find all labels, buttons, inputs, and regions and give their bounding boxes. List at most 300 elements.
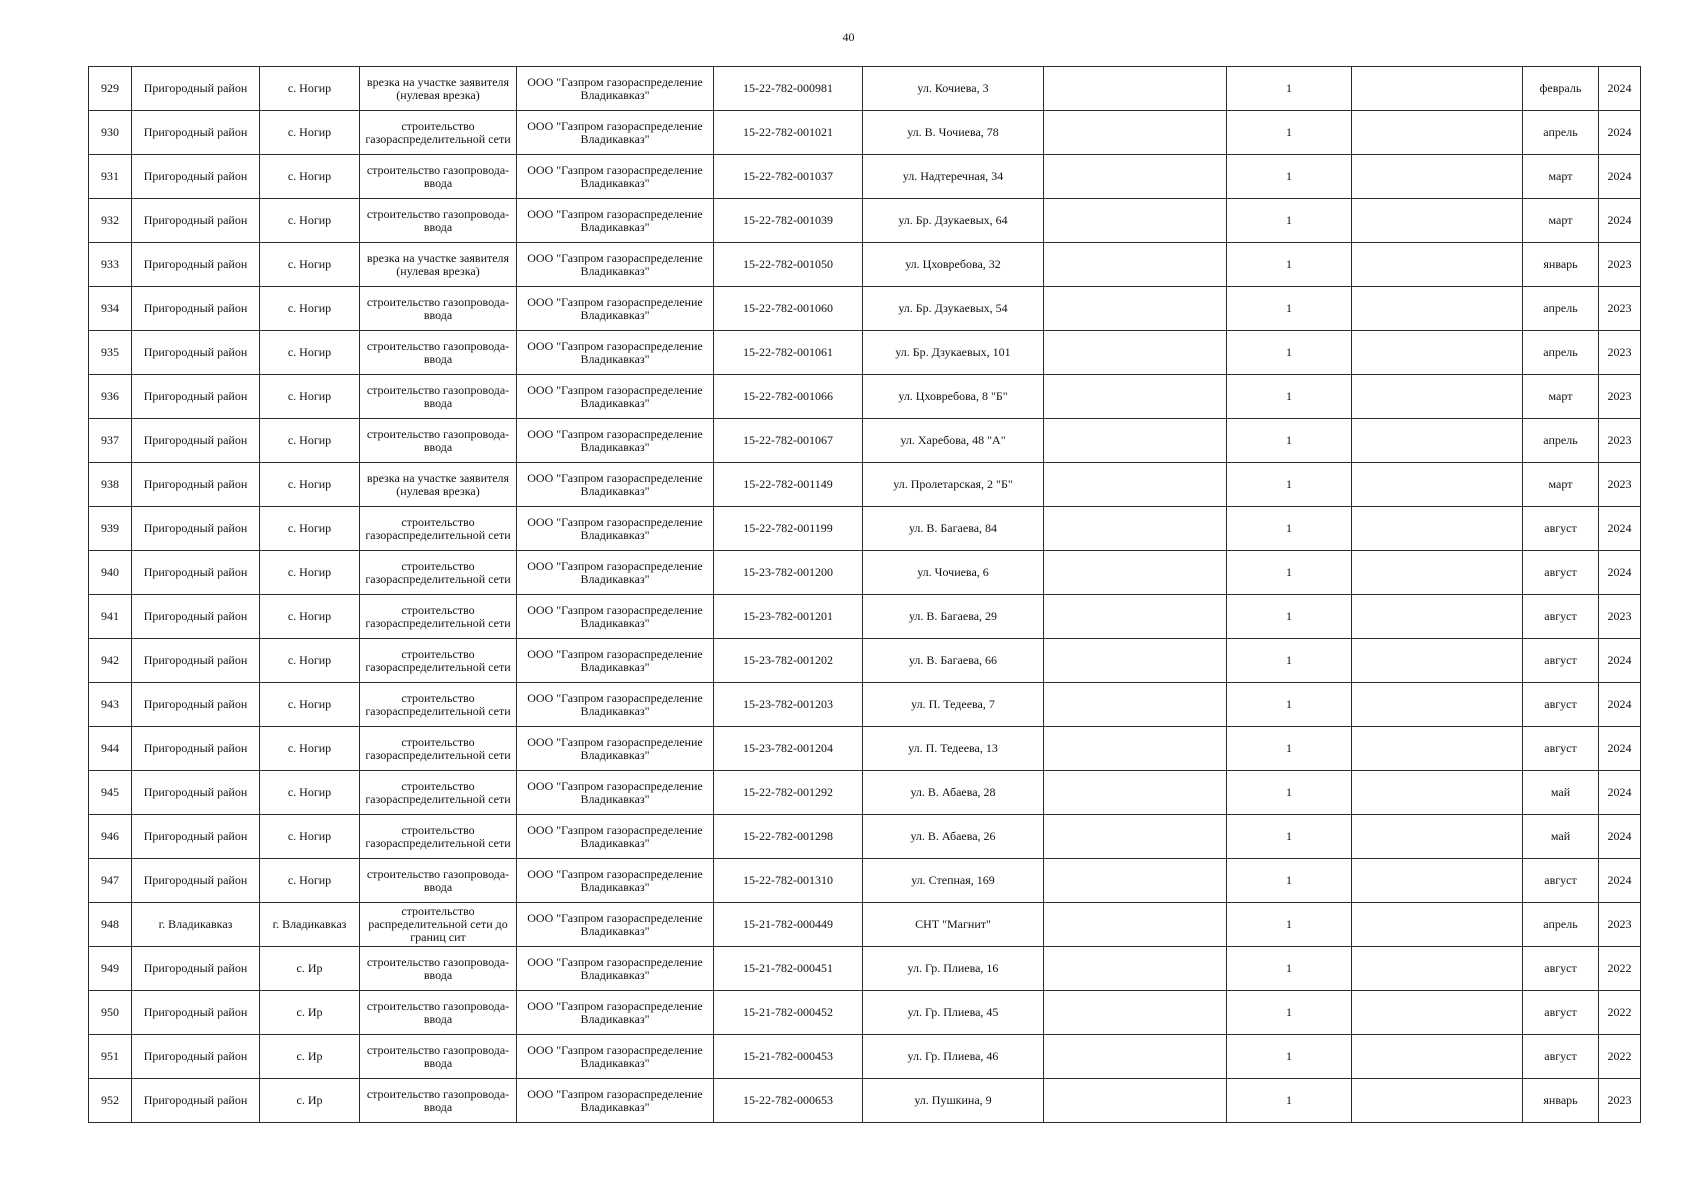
settlement-cell: с. Ир xyxy=(260,1035,360,1079)
month-cell: апрель xyxy=(1523,419,1599,463)
empty-cell-a xyxy=(1044,199,1227,243)
application-number-cell: 15-23-782-001204 xyxy=(714,727,863,771)
district-cell: Пригородный район xyxy=(132,375,260,419)
year-cell: 2024 xyxy=(1599,67,1641,111)
empty-cell-b xyxy=(1352,67,1523,111)
table-row xyxy=(89,991,1641,1035)
quantity-cell: 1 xyxy=(1227,67,1352,111)
quantity-cell: 1 xyxy=(1227,551,1352,595)
empty-cell-a xyxy=(1044,991,1227,1035)
empty-cell-b xyxy=(1352,507,1523,551)
application-number-cell: 15-22-782-001067 xyxy=(714,419,863,463)
settlement-cell: с. Ногир xyxy=(260,199,360,243)
organization-cell: ООО "Газпром газораспределение Владикавказ" xyxy=(517,815,714,859)
work-type-cell: врезка на участке заявителя (нулевая врезка) xyxy=(360,243,517,287)
address-cell: ул. Бр. Дзукаевых, 101 xyxy=(863,331,1044,375)
month-cell: апрель xyxy=(1523,287,1599,331)
table-row xyxy=(89,463,1641,507)
address-cell: ул. Надтеречная, 34 xyxy=(863,155,1044,199)
empty-cell-b xyxy=(1352,991,1523,1035)
organization-cell: ООО "Газпром газораспределение Владикавказ" xyxy=(517,155,714,199)
address-cell: ул. Бр. Дзукаевых, 54 xyxy=(863,287,1044,331)
month-cell: март xyxy=(1523,375,1599,419)
district-cell: Пригородный район xyxy=(132,463,260,507)
address-cell: ул. Кочиева, 3 xyxy=(863,67,1044,111)
work-type-cell: строительство газопровода-ввода xyxy=(360,419,517,463)
work-type-cell: строительство газопровода-ввода xyxy=(360,991,517,1035)
application-number-cell: 15-22-782-001050 xyxy=(714,243,863,287)
settlement-cell: с. Ногир xyxy=(260,243,360,287)
district-cell: Пригородный район xyxy=(132,1079,260,1123)
settlement-cell: с. Ногир xyxy=(260,331,360,375)
empty-cell-b xyxy=(1352,375,1523,419)
table-row xyxy=(89,771,1641,815)
quantity-cell: 1 xyxy=(1227,1035,1352,1079)
application-number-cell: 15-22-782-000653 xyxy=(714,1079,863,1123)
row-number-cell: 939 xyxy=(89,507,132,551)
address-cell: СНТ "Магнит" xyxy=(863,903,1044,947)
empty-cell-b xyxy=(1352,1079,1523,1123)
year-cell: 2024 xyxy=(1599,199,1641,243)
empty-cell-b xyxy=(1352,551,1523,595)
work-type-cell: строительство газораспределительной сети xyxy=(360,815,517,859)
year-cell: 2024 xyxy=(1599,683,1641,727)
empty-cell-b xyxy=(1352,243,1523,287)
application-number-cell: 15-22-782-001039 xyxy=(714,199,863,243)
district-cell: Пригородный район xyxy=(132,815,260,859)
district-cell: Пригородный район xyxy=(132,727,260,771)
quantity-cell: 1 xyxy=(1227,903,1352,947)
month-cell: август xyxy=(1523,991,1599,1035)
work-type-cell: строительство газораспределительной сети xyxy=(360,727,517,771)
row-number-cell: 933 xyxy=(89,243,132,287)
row-number-cell: 947 xyxy=(89,859,132,903)
address-cell: ул. В. Абаева, 28 xyxy=(863,771,1044,815)
empty-cell-b xyxy=(1352,727,1523,771)
district-cell: Пригородный район xyxy=(132,859,260,903)
year-cell: 2024 xyxy=(1599,639,1641,683)
application-number-cell: 15-23-782-001201 xyxy=(714,595,863,639)
registry-body xyxy=(89,67,1641,1123)
district-cell: Пригородный район xyxy=(132,551,260,595)
row-number-cell: 930 xyxy=(89,111,132,155)
settlement-cell: с. Ногир xyxy=(260,815,360,859)
application-number-cell: 15-21-782-000452 xyxy=(714,991,863,1035)
month-cell: май xyxy=(1523,771,1599,815)
district-cell: Пригородный район xyxy=(132,639,260,683)
row-number-cell: 936 xyxy=(89,375,132,419)
empty-cell-b xyxy=(1352,815,1523,859)
application-number-cell: 15-22-782-001298 xyxy=(714,815,863,859)
settlement-cell: с. Ир xyxy=(260,947,360,991)
table-row xyxy=(89,111,1641,155)
work-type-cell: строительство газораспределительной сети xyxy=(360,595,517,639)
empty-cell-a xyxy=(1044,419,1227,463)
address-cell: ул. П. Тедеева, 7 xyxy=(863,683,1044,727)
work-type-cell: строительство газопровода-ввода xyxy=(360,1035,517,1079)
table-row xyxy=(89,287,1641,331)
empty-cell-a xyxy=(1044,507,1227,551)
quantity-cell: 1 xyxy=(1227,1079,1352,1123)
address-cell: ул. Цховребова, 32 xyxy=(863,243,1044,287)
settlement-cell: г. Владикавказ xyxy=(260,903,360,947)
settlement-cell: с. Ногир xyxy=(260,683,360,727)
table-row xyxy=(89,595,1641,639)
address-cell: ул. Чочиева, 6 xyxy=(863,551,1044,595)
row-number-cell: 935 xyxy=(89,331,132,375)
empty-cell-b xyxy=(1352,199,1523,243)
work-type-cell: строительство газораспределительной сети xyxy=(360,111,517,155)
empty-cell-b xyxy=(1352,903,1523,947)
row-number-cell: 945 xyxy=(89,771,132,815)
address-cell: ул. П. Тедеева, 13 xyxy=(863,727,1044,771)
month-cell: апрель xyxy=(1523,331,1599,375)
empty-cell-b xyxy=(1352,287,1523,331)
work-type-cell: строительство газораспределительной сети xyxy=(360,507,517,551)
empty-cell-a xyxy=(1044,639,1227,683)
table-row xyxy=(89,639,1641,683)
settlement-cell: с. Ногир xyxy=(260,771,360,815)
table-row xyxy=(89,199,1641,243)
address-cell: ул. Пролетарская, 2 "Б" xyxy=(863,463,1044,507)
district-cell: Пригородный район xyxy=(132,947,260,991)
work-type-cell: строительство газопровода-ввода xyxy=(360,155,517,199)
empty-cell-a xyxy=(1044,683,1227,727)
organization-cell: ООО "Газпром газораспределение Владикавказ" xyxy=(517,595,714,639)
empty-cell-a xyxy=(1044,463,1227,507)
settlement-cell: с. Ногир xyxy=(260,111,360,155)
quantity-cell: 1 xyxy=(1227,947,1352,991)
table-row xyxy=(89,331,1641,375)
organization-cell: ООО "Газпром газораспределение Владикавказ" xyxy=(517,551,714,595)
month-cell: август xyxy=(1523,1035,1599,1079)
empty-cell-a xyxy=(1044,1035,1227,1079)
empty-cell-b xyxy=(1352,683,1523,727)
empty-cell-b xyxy=(1352,331,1523,375)
row-number-cell: 949 xyxy=(89,947,132,991)
address-cell: ул. Гр. Плиева, 46 xyxy=(863,1035,1044,1079)
empty-cell-a xyxy=(1044,67,1227,111)
quantity-cell: 1 xyxy=(1227,375,1352,419)
application-number-cell: 15-22-782-001149 xyxy=(714,463,863,507)
row-number-cell: 941 xyxy=(89,595,132,639)
address-cell: ул. Пушкина, 9 xyxy=(863,1079,1044,1123)
row-number-cell: 944 xyxy=(89,727,132,771)
address-cell: ул. Цховребова, 8 "Б" xyxy=(863,375,1044,419)
year-cell: 2022 xyxy=(1599,947,1641,991)
settlement-cell: с. Ногир xyxy=(260,727,360,771)
address-cell: ул. В. Чочиева, 78 xyxy=(863,111,1044,155)
empty-cell-a xyxy=(1044,771,1227,815)
empty-cell-b xyxy=(1352,947,1523,991)
district-cell: Пригородный район xyxy=(132,67,260,111)
work-type-cell: строительство газопровода-ввода xyxy=(360,859,517,903)
table-row xyxy=(89,155,1641,199)
organization-cell: ООО "Газпром газораспределение Владикавказ" xyxy=(517,507,714,551)
year-cell: 2023 xyxy=(1599,903,1641,947)
empty-cell-b xyxy=(1352,419,1523,463)
settlement-cell: с. Ногир xyxy=(260,463,360,507)
district-cell: Пригородный район xyxy=(132,683,260,727)
row-number-cell: 946 xyxy=(89,815,132,859)
empty-cell-a xyxy=(1044,331,1227,375)
quantity-cell: 1 xyxy=(1227,463,1352,507)
empty-cell-b xyxy=(1352,463,1523,507)
work-type-cell: строительство распределительной сети до границ сит xyxy=(360,903,517,947)
year-cell: 2024 xyxy=(1599,859,1641,903)
application-number-cell: 15-22-782-001310 xyxy=(714,859,863,903)
empty-cell-b xyxy=(1352,859,1523,903)
empty-cell-b xyxy=(1352,595,1523,639)
year-cell: 2022 xyxy=(1599,1035,1641,1079)
row-number-cell: 951 xyxy=(89,1035,132,1079)
application-number-cell: 15-22-782-001021 xyxy=(714,111,863,155)
work-type-cell: строительство газопровода-ввода xyxy=(360,1079,517,1123)
address-cell: ул. Харебова, 48 "А" xyxy=(863,419,1044,463)
month-cell: апрель xyxy=(1523,903,1599,947)
application-number-cell: 15-22-782-001292 xyxy=(714,771,863,815)
settlement-cell: с. Ногир xyxy=(260,595,360,639)
quantity-cell: 1 xyxy=(1227,199,1352,243)
district-cell: Пригородный район xyxy=(132,199,260,243)
application-number-cell: 15-22-782-001037 xyxy=(714,155,863,199)
month-cell: август xyxy=(1523,727,1599,771)
application-number-cell: 15-22-782-001061 xyxy=(714,331,863,375)
address-cell: ул. В. Багаева, 84 xyxy=(863,507,1044,551)
row-number-cell: 929 xyxy=(89,67,132,111)
month-cell: август xyxy=(1523,947,1599,991)
address-cell: ул. В. Багаева, 29 xyxy=(863,595,1044,639)
row-number-cell: 937 xyxy=(89,419,132,463)
district-cell: Пригородный район xyxy=(132,991,260,1035)
address-cell: ул. Гр. Плиева, 45 xyxy=(863,991,1044,1035)
empty-cell-b xyxy=(1352,639,1523,683)
empty-cell-a xyxy=(1044,815,1227,859)
empty-cell-a xyxy=(1044,287,1227,331)
month-cell: август xyxy=(1523,639,1599,683)
month-cell: август xyxy=(1523,859,1599,903)
table-row xyxy=(89,1035,1641,1079)
application-number-cell: 15-22-782-001060 xyxy=(714,287,863,331)
settlement-cell: с. Ир xyxy=(260,1079,360,1123)
district-cell: Пригородный район xyxy=(132,1035,260,1079)
settlement-cell: с. Ногир xyxy=(260,287,360,331)
organization-cell: ООО "Газпром газораспределение Владикавказ" xyxy=(517,683,714,727)
table-row xyxy=(89,67,1641,111)
table-row xyxy=(89,243,1641,287)
work-type-cell: строительство газораспределительной сети xyxy=(360,771,517,815)
settlement-cell: с. Ногир xyxy=(260,67,360,111)
settlement-cell: с. Ногир xyxy=(260,859,360,903)
empty-cell-a xyxy=(1044,551,1227,595)
year-cell: 2024 xyxy=(1599,815,1641,859)
quantity-cell: 1 xyxy=(1227,419,1352,463)
empty-cell-a xyxy=(1044,111,1227,155)
row-number-cell: 931 xyxy=(89,155,132,199)
row-number-cell: 950 xyxy=(89,991,132,1035)
settlement-cell: с. Ногир xyxy=(260,507,360,551)
application-number-cell: 15-23-782-001203 xyxy=(714,683,863,727)
district-cell: Пригородный район xyxy=(132,111,260,155)
organization-cell: ООО "Газпром газораспределение Владикавказ" xyxy=(517,199,714,243)
year-cell: 2023 xyxy=(1599,375,1641,419)
settlement-cell: с. Ногир xyxy=(260,639,360,683)
table-row xyxy=(89,815,1641,859)
empty-cell-a xyxy=(1044,595,1227,639)
work-type-cell: строительство газораспределительной сети xyxy=(360,639,517,683)
organization-cell: ООО "Газпром газораспределение Владикавказ" xyxy=(517,375,714,419)
row-number-cell: 938 xyxy=(89,463,132,507)
address-cell: ул. Гр. Плиева, 16 xyxy=(863,947,1044,991)
month-cell: январь xyxy=(1523,243,1599,287)
month-cell: февраль xyxy=(1523,67,1599,111)
organization-cell: ООО "Газпром газораспределение Владикавказ" xyxy=(517,947,714,991)
month-cell: август xyxy=(1523,507,1599,551)
table-row xyxy=(89,551,1641,595)
organization-cell: ООО "Газпром газораспределение Владикавказ" xyxy=(517,67,714,111)
address-cell: ул. Бр. Дзукаевых, 64 xyxy=(863,199,1044,243)
quantity-cell: 1 xyxy=(1227,727,1352,771)
organization-cell: ООО "Газпром газораспределение Владикавказ" xyxy=(517,331,714,375)
application-number-cell: 15-23-782-001202 xyxy=(714,639,863,683)
application-number-cell: 15-21-782-000449 xyxy=(714,903,863,947)
district-cell: г. Владикавказ xyxy=(132,903,260,947)
month-cell: август xyxy=(1523,551,1599,595)
row-number-cell: 934 xyxy=(89,287,132,331)
settlement-cell: с. Ногир xyxy=(260,419,360,463)
year-cell: 2022 xyxy=(1599,991,1641,1035)
address-cell: ул. В. Багаева, 66 xyxy=(863,639,1044,683)
year-cell: 2023 xyxy=(1599,287,1641,331)
quantity-cell: 1 xyxy=(1227,507,1352,551)
quantity-cell: 1 xyxy=(1227,243,1352,287)
organization-cell: ООО "Газпром газораспределение Владикавказ" xyxy=(517,727,714,771)
district-cell: Пригородный район xyxy=(132,419,260,463)
month-cell: март xyxy=(1523,463,1599,507)
table-row xyxy=(89,419,1641,463)
year-cell: 2023 xyxy=(1599,595,1641,639)
organization-cell: ООО "Газпром газораспределение Владикавказ" xyxy=(517,111,714,155)
month-cell: апрель xyxy=(1523,111,1599,155)
empty-cell-b xyxy=(1352,155,1523,199)
month-cell: август xyxy=(1523,595,1599,639)
year-cell: 2023 xyxy=(1599,419,1641,463)
quantity-cell: 1 xyxy=(1227,991,1352,1035)
work-type-cell: строительство газораспределительной сети xyxy=(360,683,517,727)
settlement-cell: с. Ногир xyxy=(260,155,360,199)
work-type-cell: строительство газопровода-ввода xyxy=(360,375,517,419)
month-cell: август xyxy=(1523,683,1599,727)
organization-cell: ООО "Газпром газораспределение Владикавказ" xyxy=(517,243,714,287)
work-type-cell: врезка на участке заявителя (нулевая врезка) xyxy=(360,463,517,507)
quantity-cell: 1 xyxy=(1227,771,1352,815)
district-cell: Пригородный район xyxy=(132,771,260,815)
organization-cell: ООО "Газпром газораспределение Владикавказ" xyxy=(517,419,714,463)
district-cell: Пригородный район xyxy=(132,287,260,331)
organization-cell: ООО "Газпром газораспределение Владикавказ" xyxy=(517,903,714,947)
month-cell: январь xyxy=(1523,1079,1599,1123)
year-cell: 2024 xyxy=(1599,111,1641,155)
year-cell: 2023 xyxy=(1599,243,1641,287)
application-number-cell: 15-22-782-001066 xyxy=(714,375,863,419)
district-cell: Пригородный район xyxy=(132,243,260,287)
table-row xyxy=(89,727,1641,771)
year-cell: 2024 xyxy=(1599,507,1641,551)
application-number-cell: 15-22-782-001199 xyxy=(714,507,863,551)
work-type-cell: строительство газопровода-ввода xyxy=(360,947,517,991)
year-cell: 2024 xyxy=(1599,727,1641,771)
empty-cell-a xyxy=(1044,947,1227,991)
year-cell: 2024 xyxy=(1599,551,1641,595)
row-number-cell: 942 xyxy=(89,639,132,683)
organization-cell: ООО "Газпром газораспределение Владикавказ" xyxy=(517,1079,714,1123)
organization-cell: ООО "Газпром газораспределение Владикавказ" xyxy=(517,639,714,683)
address-cell: ул. В. Абаева, 26 xyxy=(863,815,1044,859)
quantity-cell: 1 xyxy=(1227,155,1352,199)
quantity-cell: 1 xyxy=(1227,331,1352,375)
application-number-cell: 15-22-782-000981 xyxy=(714,67,863,111)
address-cell: ул. Степная, 169 xyxy=(863,859,1044,903)
quantity-cell: 1 xyxy=(1227,683,1352,727)
quantity-cell: 1 xyxy=(1227,639,1352,683)
row-number-cell: 940 xyxy=(89,551,132,595)
quantity-cell: 1 xyxy=(1227,859,1352,903)
empty-cell-a xyxy=(1044,903,1227,947)
work-type-cell: строительство газораспределительной сети xyxy=(360,551,517,595)
month-cell: март xyxy=(1523,155,1599,199)
district-cell: Пригородный район xyxy=(132,595,260,639)
table-row xyxy=(89,507,1641,551)
empty-cell-a xyxy=(1044,1079,1227,1123)
application-number-cell: 15-21-782-000451 xyxy=(714,947,863,991)
work-type-cell: врезка на участке заявителя (нулевая врезка) xyxy=(360,67,517,111)
row-number-cell: 948 xyxy=(89,903,132,947)
month-cell: март xyxy=(1523,199,1599,243)
work-type-cell: строительство газопровода-ввода xyxy=(360,199,517,243)
table-row xyxy=(89,683,1641,727)
year-cell: 2024 xyxy=(1599,155,1641,199)
organization-cell: ООО "Газпром газораспределение Владикавказ" xyxy=(517,859,714,903)
year-cell: 2024 xyxy=(1599,771,1641,815)
year-cell: 2023 xyxy=(1599,331,1641,375)
settlement-cell: с. Ногир xyxy=(260,375,360,419)
organization-cell: ООО "Газпром газораспределение Владикавказ" xyxy=(517,287,714,331)
empty-cell-a xyxy=(1044,243,1227,287)
row-number-cell: 943 xyxy=(89,683,132,727)
table-row xyxy=(89,859,1641,903)
application-number-cell: 15-21-782-000453 xyxy=(714,1035,863,1079)
district-cell: Пригородный район xyxy=(132,507,260,551)
settlement-cell: с. Ногир xyxy=(260,551,360,595)
application-number-cell: 15-23-782-001200 xyxy=(714,551,863,595)
empty-cell-b xyxy=(1352,111,1523,155)
empty-cell-a xyxy=(1044,859,1227,903)
quantity-cell: 1 xyxy=(1227,595,1352,639)
table-row xyxy=(89,903,1641,947)
district-cell: Пригородный район xyxy=(132,155,260,199)
table-row xyxy=(89,947,1641,991)
organization-cell: ООО "Газпром газораспределение Владикавказ" xyxy=(517,771,714,815)
organization-cell: ООО "Газпром газораспределение Владикавказ" xyxy=(517,463,714,507)
empty-cell-a xyxy=(1044,155,1227,199)
row-number-cell: 952 xyxy=(89,1079,132,1123)
organization-cell: ООО "Газпром газораспределение Владикавказ" xyxy=(517,1035,714,1079)
quantity-cell: 1 xyxy=(1227,111,1352,155)
row-number-cell: 932 xyxy=(89,199,132,243)
page-number: 40 xyxy=(842,30,855,44)
month-cell: май xyxy=(1523,815,1599,859)
work-type-cell: строительство газопровода-ввода xyxy=(360,287,517,331)
